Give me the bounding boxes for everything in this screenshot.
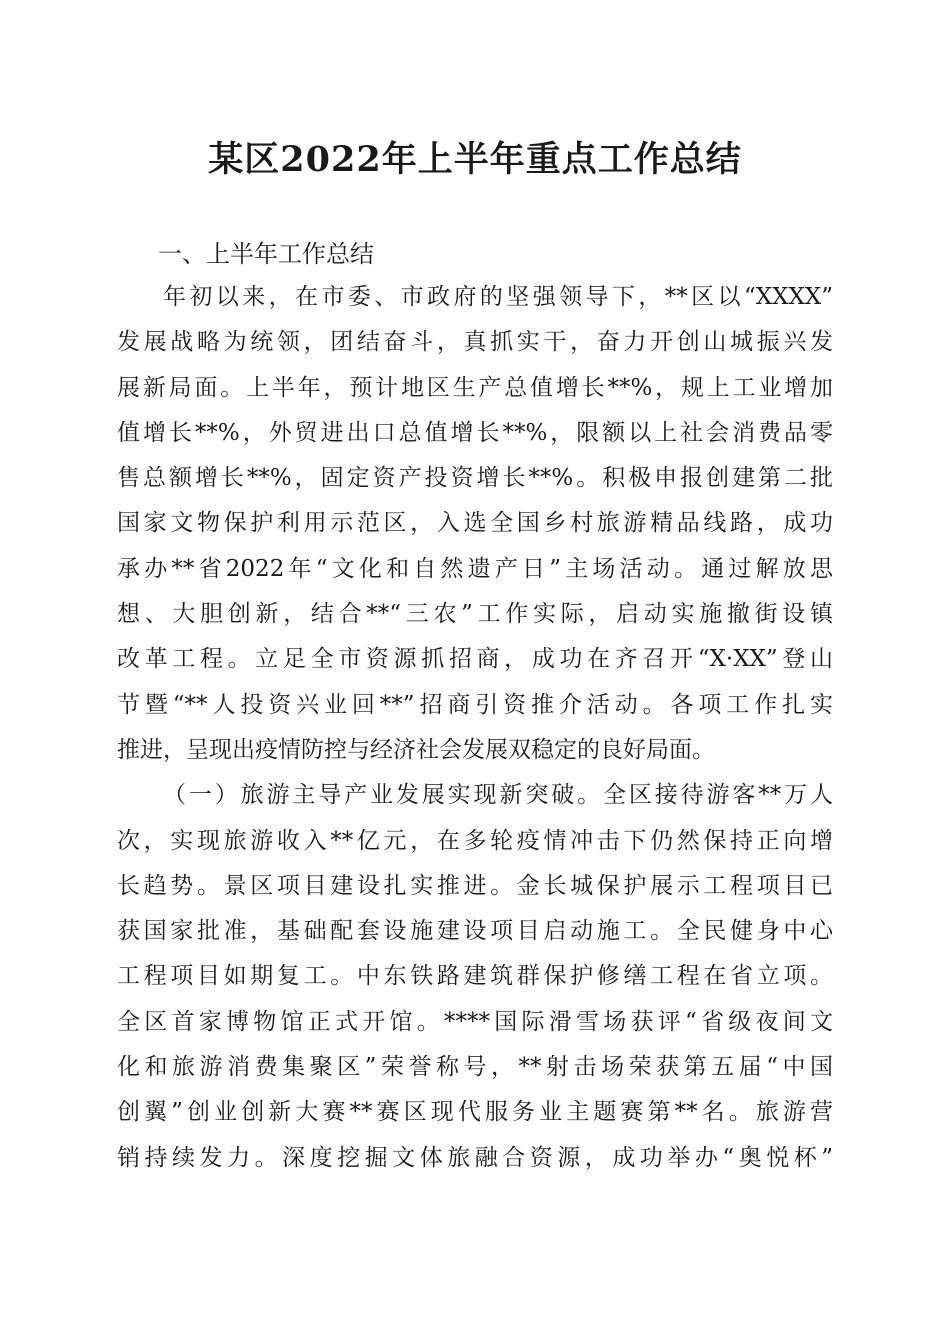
paragraph-line: 国家文物保护利用示范区，入选全国乡村旅游精品线路，成功 xyxy=(117,510,833,537)
paragraph-line: 全区首家博物馆正式开馆。****国际滑雪场获评“省级夜间文 xyxy=(117,1008,833,1035)
document-title: 某区2022年上半年重点工作总结 xyxy=(208,139,742,180)
paragraph-line xyxy=(117,773,833,818)
paragraph-line: 承办**省2022年“文化和自然遗产日”主场活动。通过解放思 xyxy=(117,555,833,582)
paragraph-line: 年初以来，在市委、市政府的坚强领导下，**区以“XXXX” xyxy=(163,284,833,310)
paragraph-line: 长趋势。景区项目建设扎实推进。金长城保护展示工程项目已 xyxy=(117,872,833,899)
paragraph-line: 节暨“**人投资兴业回**”招商引资推介活动。各项工作扎实 xyxy=(117,691,833,718)
paragraph-line: 售总额增长**%，固定资产投资增长**%。积极申报创建第二批 xyxy=(117,465,833,492)
paragraph-line: 工程项目如期复工。中东铁路建筑群保护修缮工程在省立项。 xyxy=(117,963,833,990)
paragraph-intro xyxy=(117,275,833,773)
document-body xyxy=(117,233,833,1181)
paragraph-line: 改革工程。立足全市资源抓招商，成功在齐召开“X·XX”登山 xyxy=(117,646,833,673)
paragraph-line: 化和旅游消费集聚区”荣誉称号，**射击场荣获第五届“中国 xyxy=(117,1054,833,1081)
paragraph-line: 次，实现旅游收入**亿元，在多轮疫情冲击下仍然保持正向增 xyxy=(117,827,833,854)
paragraph-line-rest: 全区接待游客**万人 xyxy=(602,782,834,809)
paragraph-line: 推进，呈现出疫情防控与经济社会发展双稳定的良好局面。 xyxy=(117,736,715,763)
paragraph-line: 发展战略为统领，团结奋斗，真抓实干，奋力开创山城振兴发 xyxy=(117,329,833,356)
section-heading: 一、上半年工作总结 xyxy=(158,240,374,268)
paragraph-line: 展新局面。上半年，预计地区生产总值增长**%，规上工业增加 xyxy=(117,374,833,401)
paragraph-line: 销持续发力。深度挖掘文体旅融合资源，成功举办“奥悦杯” xyxy=(117,1144,833,1171)
subsection-lead: （一）旅游主导产业发展实现新突破。 xyxy=(163,782,603,809)
paragraph-tourism xyxy=(117,773,833,1181)
paragraph-line: 创翼”创业创新大赛**赛区现代服务业主题赛第**名。旅游营 xyxy=(117,1099,833,1126)
paragraph-line: 获国家批准，基础配套设施建设项目启动施工。全民健身中心 xyxy=(117,918,833,945)
paragraph-line: 想、大胆创新，结合**“三农”工作实际，启动实施撤街设镇 xyxy=(117,601,833,628)
paragraph-line: 值增长**%，外贸进出口总值增长**%，限额以上社会消费品零 xyxy=(117,419,833,446)
